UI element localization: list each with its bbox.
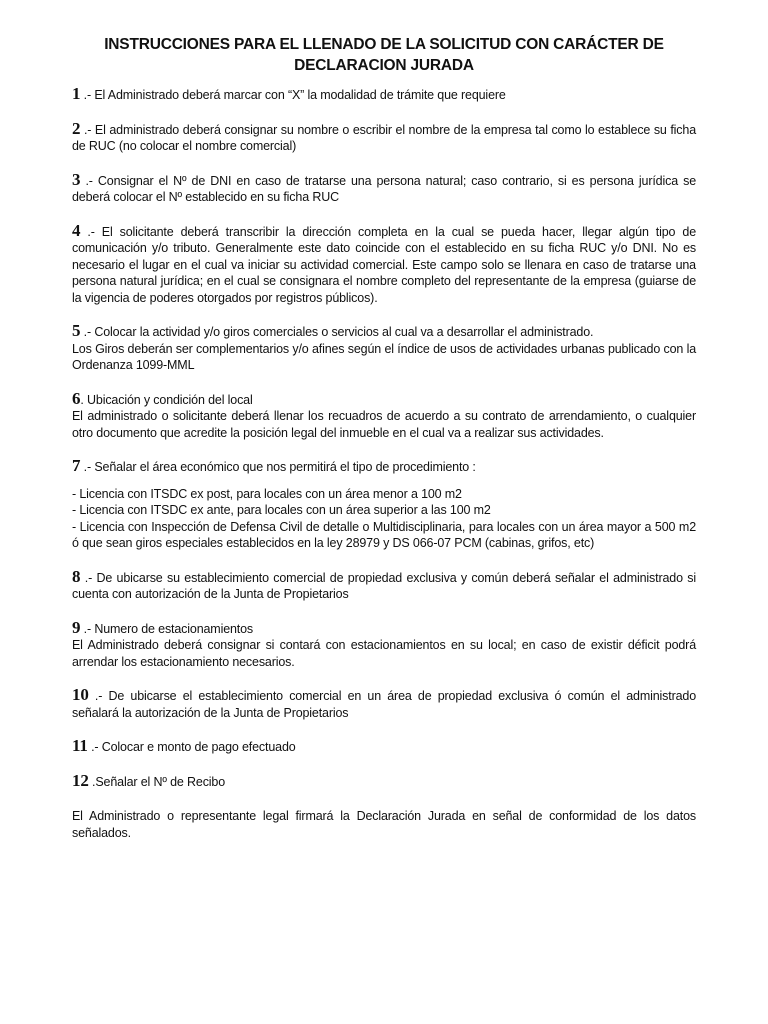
instruction-6 — [72, 388, 696, 442]
instruction-5 — [72, 323, 696, 374]
closing-paragraph: El Administrado o representante legal firmará la Declaración Jurada en señal de conformidad de los datos señalados. — [72, 809, 696, 840]
instruction-number: 9 — [72, 617, 81, 637]
instruction-10 — [72, 687, 696, 721]
instruction-separator: .- — [80, 88, 95, 102]
instruction-number: 10 — [72, 685, 89, 704]
instruction-number: 2 — [72, 118, 81, 138]
instruction-separator: .- — [88, 689, 109, 703]
instruction-separator: .- — [80, 224, 102, 239]
instruction-number: 4 — [72, 220, 81, 240]
instruction-number: 1 — [72, 84, 81, 103]
instruction-text: Numero de estacionamientos — [94, 621, 254, 636]
instruction-separator: .- — [80, 460, 95, 474]
instruction-separator: .- — [80, 621, 95, 636]
instruction-number: 11 — [72, 736, 88, 755]
instruction-separator: .- — [80, 122, 95, 137]
instruction-text: De ubicarse su establecimiento comercial de propiedad exclusiva y común deberá señalar el administrado si cuenta con autorización de la Junta de Propietarios — [72, 570, 697, 601]
title-line-2: DECLARACION JURADA — [294, 57, 474, 74]
instruction-text: Consignar el Nº de DNI en caso de tratarse una persona natural; caso contrario, si es persona jurídica se deberá colocar el Nº establecido en su ficha RUC — [72, 173, 696, 204]
list-item: - Licencia con Inspección de Defensa Civil de detalle o Multidisciplinaria, para locales con un área mayor a 500 m2 ó que sean giros especiales establecidos en la ley 28979 y DS 066-07 PCM (cabinas, grifos, etc) — [72, 519, 696, 550]
instruction-text: Colocar e monto de pago efectuado — [101, 740, 296, 754]
instruction-text: El Administrado deberá marcar con “X” la modalidad de trámite que requiere — [94, 88, 506, 102]
instruction-number: 3 — [72, 169, 81, 189]
instruction-number: 5 — [72, 321, 81, 340]
instruction-separator: . — [80, 392, 88, 407]
instruction-9 — [72, 617, 696, 671]
list-item: - Licencia con ITSDC ex post, para locales con un área menor a 100 m2 — [72, 486, 462, 501]
instruction-detail: Los Giros deberán ser complementarios y/o afines según el índice de usos de actividades urbanas publicado con la Ordenanza 1099-MML — [72, 341, 696, 372]
instruction-12 — [72, 770, 696, 791]
instruction-text: El administrado deberá consignar su nombre o escribir el nombre de la empresa tal como lo establece su ficha de RUC (no colocar el nombre comercial) — [72, 122, 696, 153]
instruction-text: De ubicarse el establecimiento comercial en un área de propiedad exclusiva ó común el administrado señalará la autorización de la Junta de Propietarios — [72, 689, 696, 720]
instruction-separator: .- — [80, 325, 95, 339]
instruction-separator: .- — [87, 740, 102, 754]
instruction-text: Ubicación y condición del local — [87, 392, 253, 407]
instruction-text: Señalar el área económico que nos permitirá el tipo de procedimiento : — [94, 460, 476, 474]
document-page — [72, 34, 696, 841]
instruction-number: 12 — [72, 770, 89, 790]
instruction-number: 7 — [72, 456, 81, 475]
instruction-text: Colocar la actividad y/o giros comerciales o servicios al cual va a desarrollar el administrado. — [94, 325, 594, 339]
instruction-8 — [72, 566, 697, 603]
instruction-text: El solicitante deberá transcribir la dirección completa en la cual se pueda hacer, llegar algún tipo de comunicación y/o tributo. Generalmente este dato coincide con el establecido en su ficha RUC y/o DNI. No es necesario el lugar en el cual va iniciar su actividad comercial. Este campo solo se llenara en caso de tratarse una persona natural jurídica; en el cual se consignara el nombre completo del representante de la empresa (guiarse de la vigencia de poderes otorgados por registros públicos). — [72, 224, 697, 305]
instruction-11 — [72, 738, 696, 756]
instruction-4 — [72, 220, 697, 307]
instruction-number: 8 — [72, 566, 81, 586]
title-line-1: INSTRUCCIONES PARA EL LLENADO DE LA SOLICITUD CON CARÁCTER DE — [104, 36, 664, 53]
instruction-1 — [72, 86, 696, 104]
instruction-separator: .- — [80, 570, 97, 585]
instruction-number: 6 — [72, 388, 81, 408]
instruction-detail: El administrado o solicitante deberá llenar los recuadros de acuerdo a su contrato de arrendamiento, o cualquier otro documento que acredite la posición legal del inmueble en el cual va a realizar sus actividades. — [72, 409, 696, 440]
instruction-separator: .- — [80, 173, 98, 188]
instruction-7 — [72, 458, 696, 552]
instruction-separator: . — [88, 774, 96, 789]
instruction-detail: El Administrado deberá consignar si contará con estacionamientos en su local; en caso de existir déficit podrá arrendar los estacionamiento necesarios. — [72, 638, 696, 669]
instruction-3 — [72, 169, 696, 206]
document-title — [72, 34, 696, 76]
list-item: - Licencia con ITSDC ex ante, para locales con un área superior a las 100 m2 — [72, 503, 491, 517]
instruction-text: Señalar el Nº de Recibo — [95, 774, 226, 789]
instruction-2 — [72, 118, 696, 155]
